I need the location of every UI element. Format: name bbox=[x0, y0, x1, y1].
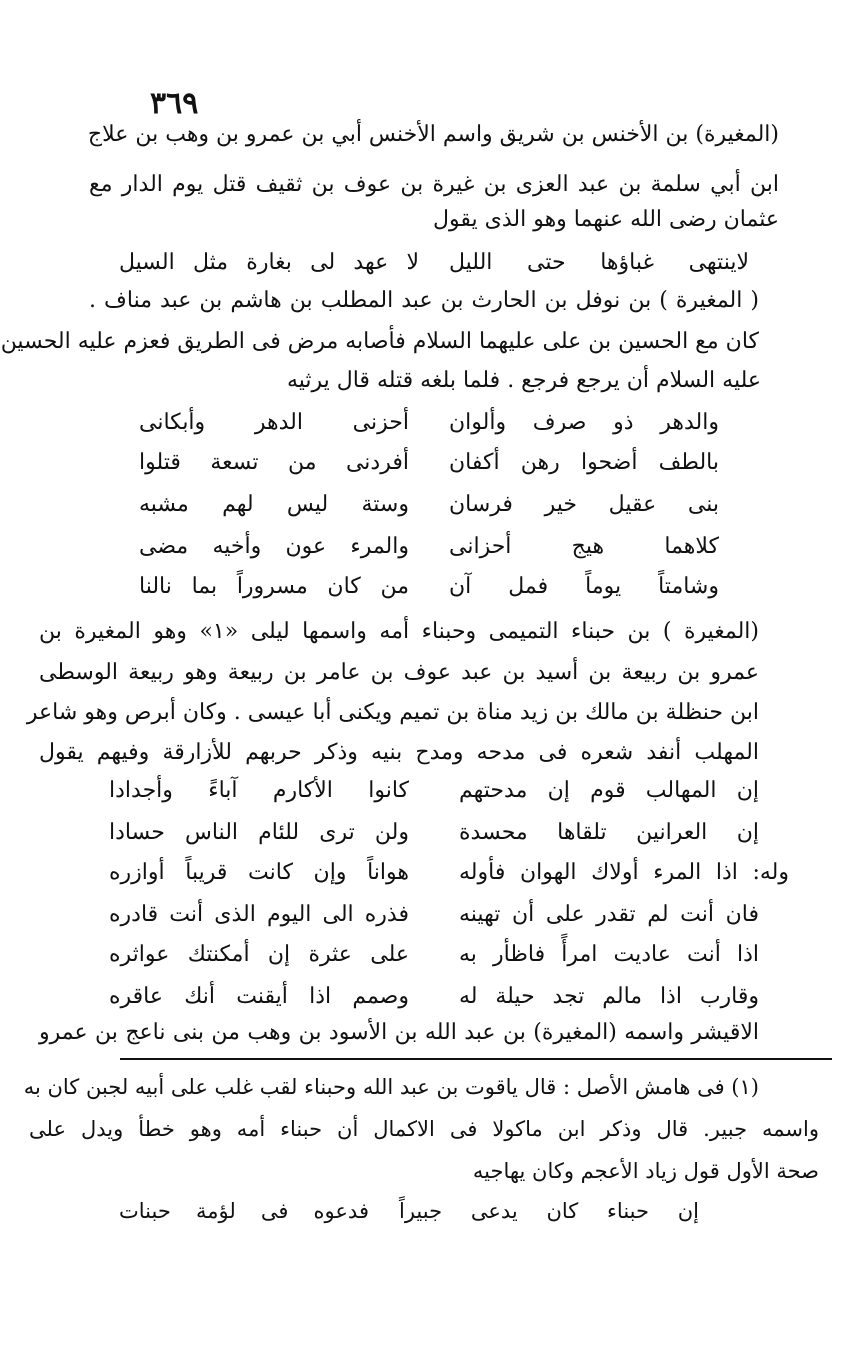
verse-hemistich: والمرء عون وأخيه مضى bbox=[139, 534, 409, 559]
verse-hemistich: إن المهالب قوم إن مدحتهم bbox=[459, 778, 759, 803]
verse-hemistich: هواناً وإن كانت قريباً أوازره bbox=[109, 860, 409, 885]
text-line: ابن حنظلة بن مالك بن زيد مناة بن تميم ويكنى أبا عيسى . وكان أبرص وهو شاعر bbox=[26, 700, 759, 725]
verse-hemistich: بنى عقيل خير فرسان bbox=[449, 492, 719, 517]
verse-hemistich: أفردنى من تسعة قتلوا bbox=[139, 450, 409, 475]
verse-hemistich: فان أنت لم تقدر على أن تهينه bbox=[459, 902, 759, 927]
verse-hemistich: إن العرانين تلقاها محسدة bbox=[459, 820, 759, 845]
text-line: ( المغيرة ) بن نوفل بن الحارث بن عبد المطلب بن هاشم بن عبد مناف . bbox=[89, 288, 759, 313]
text-line: (المغيرة ) بن حبناء التميمى وحبناء أمه واسمها ليلى «١» وهو المغيرة بن bbox=[39, 619, 759, 644]
verse-hemistich: وقارب اذا مالم تجد حيلة له bbox=[459, 984, 759, 1009]
verse-hemistich: كانوا الأكارم آباءً وأجدادا bbox=[109, 778, 409, 803]
verse-hemistich: بالطف أضحوا رهن أكفان bbox=[449, 450, 719, 475]
verse-hemistich: كلاهما هيج أحزانى bbox=[449, 534, 719, 559]
text-line: المهلب أنفد شعره فى مدحه ومدح بنيه وذكر حربهم للأزارقة وفيهم يقول bbox=[39, 740, 759, 765]
verse-hemistich: أحزنى الدهر وأبكانى bbox=[139, 410, 409, 435]
verse-hemistich: وشامتاً يوماً فمل آن bbox=[449, 574, 719, 599]
verse-hemistich: وستة ليس لهم مشبه bbox=[139, 492, 409, 517]
text-line: (المغيرة) بن الأخنس بن شريق واسم الأخنس أبي بن عمرو بن وهب بن علاج bbox=[87, 122, 779, 147]
footnote-line: واسمه جبير. قال وذكر ابن ماكولا فى الاكمال أن حبناء أمه وهو خطأ ويدل على bbox=[29, 1117, 819, 1141]
verse-hemistich: وله: اذا المرء أولاك الهوان فأوله bbox=[459, 860, 789, 885]
text-line: الاقيشر واسمه (المغيرة) بن عبد الله بن الأسود بن وهب من بنى ناعج بن عمرو bbox=[39, 1020, 759, 1045]
verse-hemistich: على عثرة إن أمكنتك عواثره bbox=[109, 942, 409, 967]
text-line: عثمان رضى الله عنهما وهو الذى يقول bbox=[433, 207, 779, 232]
footnote-verse-hemistich: إن حبناء كان يدعى جبيراً bbox=[399, 1199, 699, 1223]
verse-hemistich: ولن ترى للئام الناس حسادا bbox=[109, 820, 409, 845]
verse-hemistich: وصمم اذا أيقنت أنك عاقره bbox=[109, 984, 409, 1009]
text-line: ابن أبي سلمة بن عبد العزى بن غيرة بن عوف بن ثقيف قتل يوم الدار مع bbox=[89, 172, 779, 197]
verse-hemistich: والدهر ذو صرف وألوان bbox=[449, 410, 719, 435]
text-line: عمرو بن ربيعة بن أسيد بن عبد عوف بن عامر بن ربيعة وهو ربيعة الوسطى bbox=[39, 660, 759, 685]
footnote-line: صحة الأول قول زياد الأعجم وكان يهاجيه bbox=[472, 1159, 819, 1183]
footnote-line: (١) فى هامش الأصل : قال ياقوت بن عبد الله وحبناء لقب غلب على أبيه لجبن كان به bbox=[23, 1075, 759, 1099]
verse-hemistich: لا عهد لى بغارة مثل السيل bbox=[119, 250, 419, 275]
text-line: عليه السلام أن يرجع فرجع . فلما بلغه قتله قال يرثيه bbox=[286, 368, 761, 393]
footnote-verse-hemistich: فدعوه فى لؤمة حبنات bbox=[119, 1199, 369, 1223]
page-number: ٣٦٩ bbox=[150, 86, 199, 121]
verse-hemistich: من كان مسروراً بما نالنا bbox=[139, 574, 409, 599]
verse-hemistich: فذره الى اليوم الذى أنت قادره bbox=[109, 902, 409, 927]
footnote-divider bbox=[120, 1058, 832, 1060]
verse-hemistich: اذا أنت عاديت امرأً فاظأر به bbox=[459, 942, 759, 967]
text-line: كان مع الحسين بن على عليهما السلام فأصابه مرض فى الطريق فعزم عليه الحسين bbox=[0, 329, 759, 354]
verse-hemistich: لاينتهى غباؤها حتى الليل bbox=[449, 250, 749, 275]
